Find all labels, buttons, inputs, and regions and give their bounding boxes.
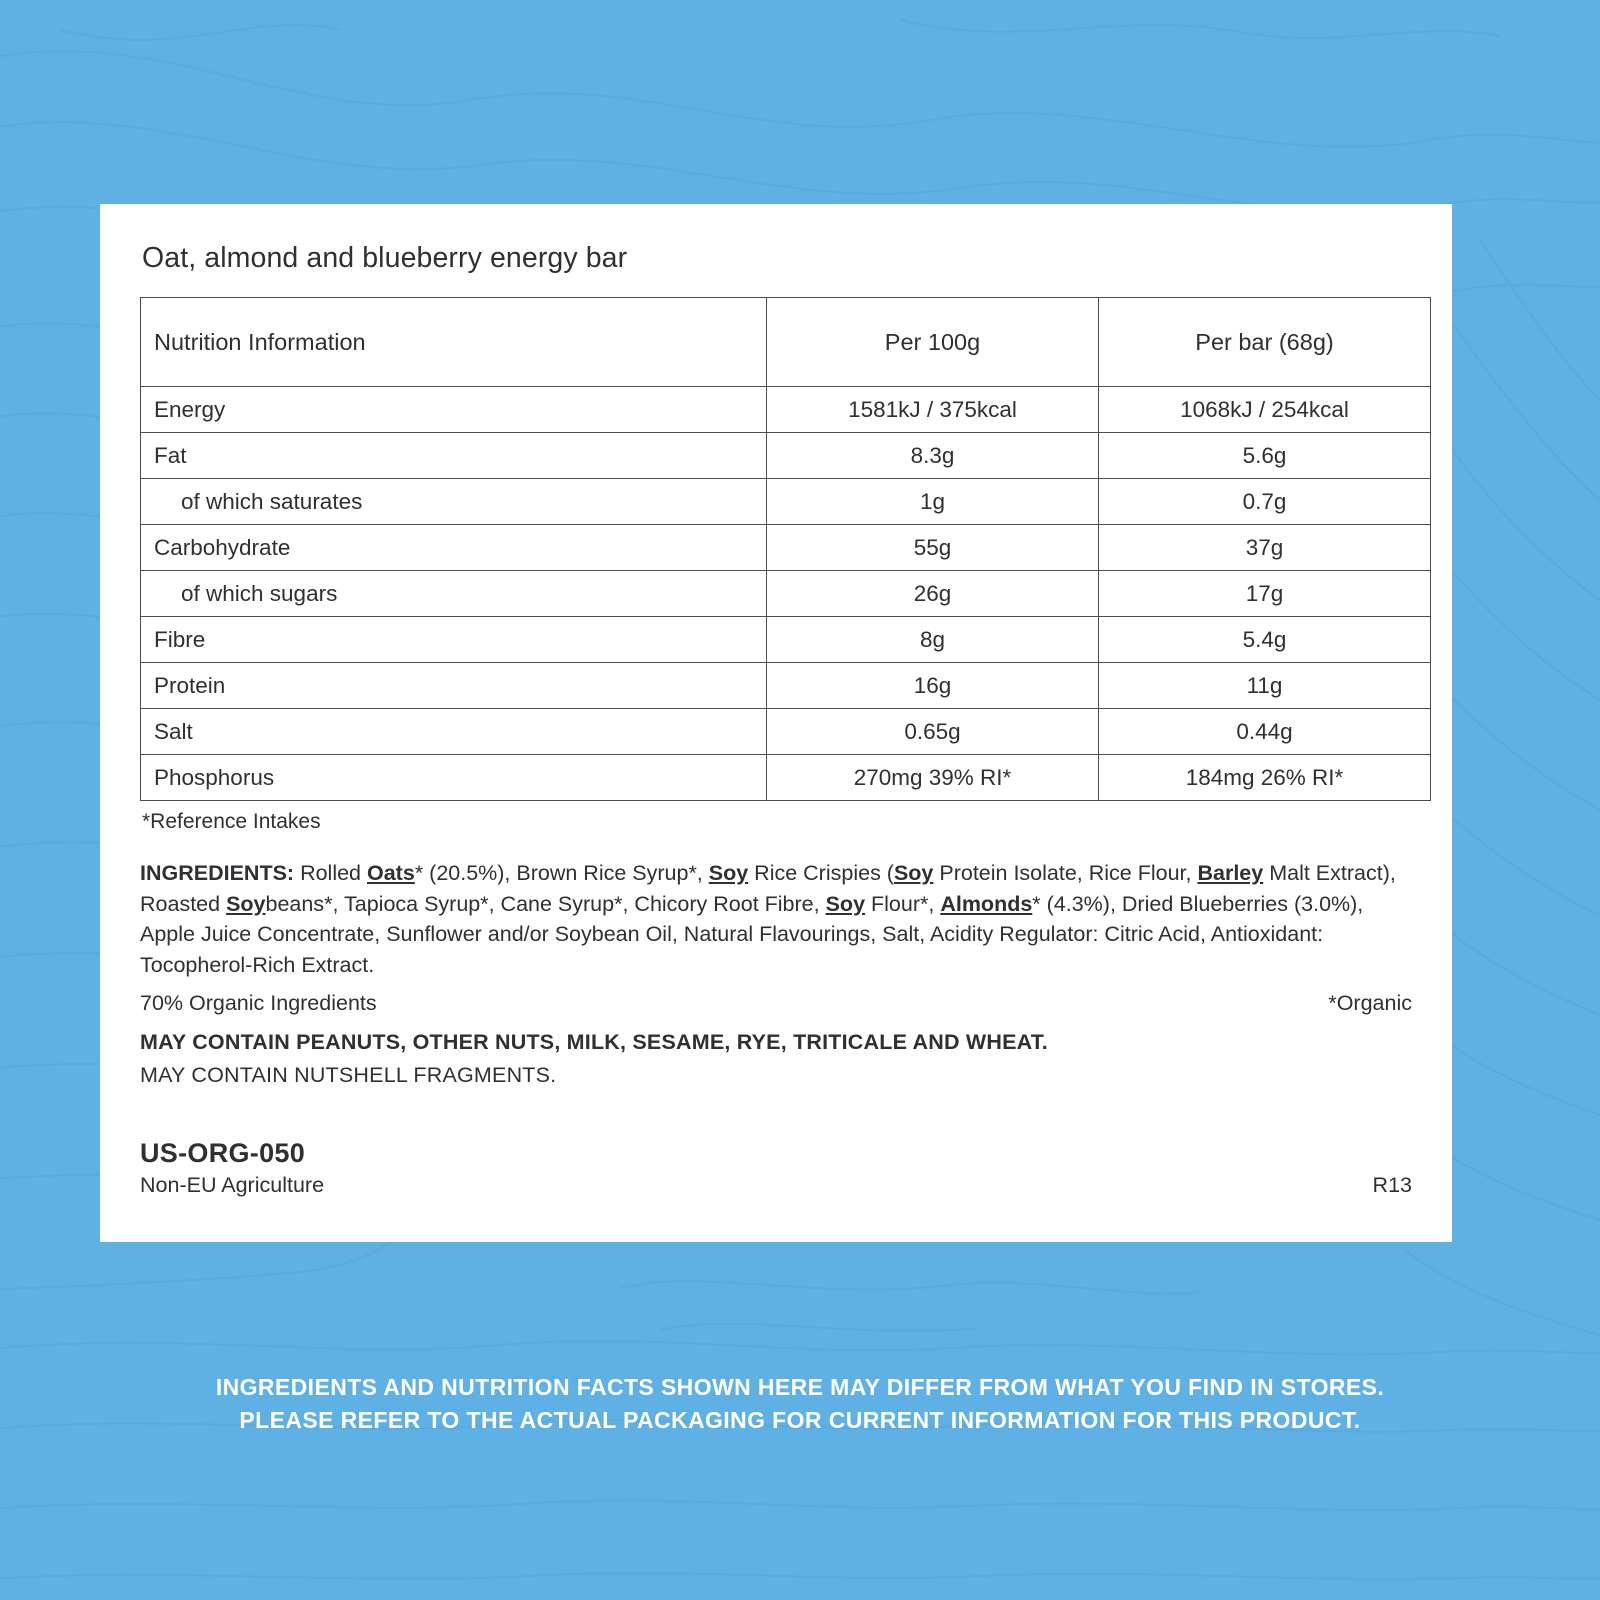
table-header-row (141, 298, 1431, 387)
nutrient-per-bar: 184mg 26% RI* (1099, 755, 1431, 801)
nutrient-per-100g: 1g (767, 479, 1099, 525)
table-row (141, 571, 1431, 617)
column-header-per-100g: Per 100g (767, 298, 1099, 387)
nutrient-per-100g: 270mg 39% RI* (767, 755, 1099, 801)
table-row (141, 387, 1431, 433)
organic-percentage: 70% Organic Ingredients (140, 991, 377, 1016)
organic-marker: *Organic (1328, 991, 1412, 1016)
ingredients-label: INGREDIENTS: (140, 861, 295, 885)
revision-code: R13 (1372, 1173, 1412, 1198)
nutrient-name: of which saturates (141, 479, 767, 525)
ingredients-text: Rolled Oats* (20.5%), Brown Rice Syrup*, Soy Rice Crispies (Soy Protein Isolate, Rice Flour, Barley Malt Extract), Roasted Soybeans*, Tapioca Syrup*, Cane Syrup*, Chicory Root Fibre, Soy Flour*, Almonds* (4.3%), Dried Blueberries (3.0%), Apple Juice Concentrate, Sunflower and/or Soybean Oil, Natural Flavourings, Salt, Acidity Regulator: Citric Acid, Antioxidant: Tocopherol-Rich Extract. (140, 861, 1396, 977)
certification-row (140, 1173, 1412, 1198)
nutrient-per-100g: 8.3g (767, 433, 1099, 479)
nutrient-per-100g: 16g (767, 663, 1099, 709)
nutrition-information-table (140, 297, 1431, 801)
nutrient-name: of which sugars (141, 571, 767, 617)
nutrition-label-card (100, 204, 1452, 1242)
nutrient-per-bar: 5.6g (1099, 433, 1431, 479)
table-row (141, 709, 1431, 755)
certification-block (140, 1138, 1412, 1198)
table-row (141, 525, 1431, 571)
nutrient-name: Fibre (141, 617, 767, 663)
nutrient-name: Carbohydrate (141, 525, 767, 571)
column-header-nutrition: Nutrition Information (141, 298, 767, 387)
disclaimer-line-2: PLEASE REFER TO THE ACTUAL PACKAGING FOR CURRENT INFORMATION FOR THIS PRODUCT. (239, 1407, 1361, 1434)
nutrient-per-100g: 26g (767, 571, 1099, 617)
nutrient-per-100g: 1581kJ / 375kcal (767, 387, 1099, 433)
table-row (141, 617, 1431, 663)
nutrient-per-bar: 5.4g (1099, 617, 1431, 663)
table-row (141, 433, 1431, 479)
page-title: Oat, almond and blueberry energy bar (142, 242, 628, 274)
certification-origin: Non-EU Agriculture (140, 1173, 325, 1198)
nutrient-name: Protein (141, 663, 767, 709)
nutrient-name: Fat (141, 433, 767, 479)
allergen-warning-secondary: MAY CONTAIN NUTSHELL FRAGMENTS. (140, 1063, 557, 1088)
nutrient-per-bar: 37g (1099, 525, 1431, 571)
nutrient-name: Energy (141, 387, 767, 433)
table-row (141, 479, 1431, 525)
ingredients-paragraph (140, 858, 1412, 980)
nutrient-name: Phosphorus (141, 755, 767, 801)
nutrient-name: Salt (141, 709, 767, 755)
nutrient-per-bar: 0.44g (1099, 709, 1431, 755)
table-row (141, 663, 1431, 709)
table-row (141, 755, 1431, 801)
allergen-warning: MAY CONTAIN PEANUTS, OTHER NUTS, MILK, SESAME, RYE, TRITICALE AND WHEAT. (140, 1030, 1048, 1055)
disclaimer-line-1: INGREDIENTS AND NUTRITION FACTS SHOWN HERE MAY DIFFER FROM WHAT YOU FIND IN STORES. (215, 1374, 1385, 1400)
nutrient-per-bar: 17g (1099, 571, 1431, 617)
nutrient-per-bar: 1068kJ / 254kcal (1099, 387, 1431, 433)
reference-intakes-note: *Reference Intakes (142, 810, 321, 833)
disclaimer (0, 1371, 1600, 1438)
organic-row (140, 991, 1412, 1016)
nutrient-per-bar: 0.7g (1099, 479, 1431, 525)
nutrient-per-100g: 0.65g (767, 709, 1099, 755)
nutrient-per-bar: 11g (1099, 663, 1431, 709)
nutrient-per-100g: 55g (767, 525, 1099, 571)
column-header-per-bar: Per bar (68g) (1099, 298, 1431, 387)
certification-code: US-ORG-050 (140, 1138, 306, 1169)
nutrient-per-100g: 8g (767, 617, 1099, 663)
